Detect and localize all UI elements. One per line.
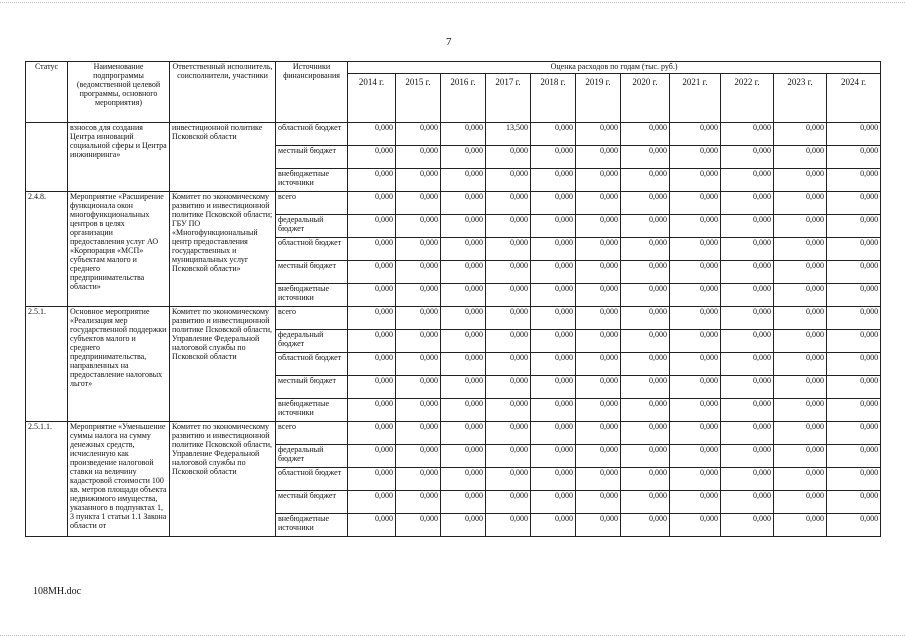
cell-amount: 0,000 xyxy=(670,514,721,537)
cell-activity-name: Основное мероприятие «Реализация мер государственной поддержки субъектов малого и среднего предпринимательства, направленных на предоставление налоговых льгот» xyxy=(68,307,170,422)
cell-amount: 0,000 xyxy=(396,215,441,238)
cell-amount: 0,000 xyxy=(827,261,881,284)
cell-amount: 0,000 xyxy=(774,468,827,491)
cell-activity-name: взносов для создания Центра инноваций социальной сферы и Центра инжиниринга» xyxy=(68,123,170,192)
cell-amount: 0,000 xyxy=(621,376,670,399)
cell-amount: 0,000 xyxy=(621,146,670,169)
cell-amount: 0,000 xyxy=(827,376,881,399)
header-year: 2024 г. xyxy=(827,74,881,123)
cell-amount: 0,000 xyxy=(670,491,721,514)
cell-funding-source: областной бюджет xyxy=(276,468,348,491)
cell-amount: 0,000 xyxy=(576,399,621,422)
cell-amount: 0,000 xyxy=(441,468,486,491)
cell-amount: 0,000 xyxy=(670,238,721,261)
cell-amount: 0,000 xyxy=(486,514,531,537)
cell-amount: 0,000 xyxy=(827,514,881,537)
cell-amount: 0,000 xyxy=(721,399,774,422)
cell-amount: 0,000 xyxy=(348,376,396,399)
cell-amount: 0,000 xyxy=(774,123,827,146)
cell-funding-source: федеральный бюджет xyxy=(276,215,348,238)
cell-amount: 0,000 xyxy=(531,468,576,491)
cell-amount: 0,000 xyxy=(396,284,441,307)
cell-amount: 0,000 xyxy=(621,238,670,261)
cell-amount: 0,000 xyxy=(441,238,486,261)
cell-amount: 0,000 xyxy=(486,353,531,376)
cell-amount: 0,000 xyxy=(486,238,531,261)
cell-amount: 0,000 xyxy=(486,215,531,238)
cell-funding-source: областной бюджет xyxy=(276,353,348,376)
header-year: 2018 г. xyxy=(531,74,576,123)
scan-edge-top xyxy=(0,2,905,3)
cell-amount: 0,000 xyxy=(531,330,576,353)
header-sources: Источники финансирования xyxy=(276,62,348,123)
cell-amount: 0,000 xyxy=(621,261,670,284)
cell-amount: 0,000 xyxy=(621,215,670,238)
cell-responsible: Комитет по экономическому развитию и инвестиционной политике Псковской области, Управление Федеральной налоговой службы по Псковской области xyxy=(170,422,276,537)
header-estimate: Оценка расходов по годам (тыс. руб.) xyxy=(348,62,881,74)
cell-amount: 0,000 xyxy=(348,468,396,491)
cell-responsible: Комитет по экономическому развитию и инвестиционной политике Псковской области, Управление Федеральной налоговой службы по Псковской области xyxy=(170,307,276,422)
header-responsible: Ответственный исполнитель, соисполнители, участники xyxy=(170,62,276,123)
cell-funding-source: областной бюджет xyxy=(276,123,348,146)
cell-amount: 0,000 xyxy=(441,491,486,514)
cell-amount: 0,000 xyxy=(827,468,881,491)
cell-amount: 0,000 xyxy=(774,307,827,330)
cell-status: 2.5.1. xyxy=(26,307,68,422)
cell-amount: 0,000 xyxy=(621,491,670,514)
cell-amount: 0,000 xyxy=(576,261,621,284)
cell-amount: 0,000 xyxy=(721,146,774,169)
cell-amount: 0,000 xyxy=(348,169,396,192)
cell-amount: 0,000 xyxy=(441,192,486,215)
cell-amount: 0,000 xyxy=(348,330,396,353)
cell-amount: 0,000 xyxy=(774,514,827,537)
table-row xyxy=(26,192,881,215)
cell-amount: 0,000 xyxy=(396,445,441,468)
cell-responsible: инвестиционной политике Псковской области xyxy=(170,123,276,192)
cell-amount: 0,000 xyxy=(670,215,721,238)
cell-amount: 0,000 xyxy=(827,399,881,422)
cell-funding-source: всего xyxy=(276,192,348,215)
cell-funding-source: местный бюджет xyxy=(276,146,348,169)
header-year: 2022 г. xyxy=(721,74,774,123)
cell-amount: 0,000 xyxy=(396,307,441,330)
cell-amount: 0,000 xyxy=(774,284,827,307)
cell-amount: 0,000 xyxy=(396,123,441,146)
cell-amount: 0,000 xyxy=(576,192,621,215)
cell-status: 2.5.1.1. xyxy=(26,422,68,537)
cell-amount: 0,000 xyxy=(441,376,486,399)
header-year: 2020 г. xyxy=(621,74,670,123)
page-number: 7 xyxy=(446,36,452,48)
cell-amount: 0,000 xyxy=(531,422,576,445)
cell-amount: 0,000 xyxy=(531,261,576,284)
cell-funding-source: всего xyxy=(276,422,348,445)
cell-amount: 0,000 xyxy=(670,399,721,422)
cell-funding-source: областной бюджет xyxy=(276,238,348,261)
cell-amount: 0,000 xyxy=(670,376,721,399)
cell-amount: 0,000 xyxy=(396,468,441,491)
cell-responsible: Комитет по экономическому развитию и инвестиционной политике Псковской области; ГБУ ПО «Многофункциональный центр предоставления государственных и муниципальных услуг Псковской области» xyxy=(170,192,276,307)
cell-amount: 0,000 xyxy=(721,422,774,445)
cell-amount: 0,000 xyxy=(441,353,486,376)
cell-amount: 0,000 xyxy=(621,468,670,491)
cell-amount: 0,000 xyxy=(621,169,670,192)
cell-amount: 0,000 xyxy=(531,146,576,169)
cell-amount: 0,000 xyxy=(531,192,576,215)
cell-amount: 0,000 xyxy=(486,146,531,169)
cell-funding-source: внебюджетные источники xyxy=(276,399,348,422)
cell-amount: 0,000 xyxy=(486,376,531,399)
cell-amount: 0,000 xyxy=(486,330,531,353)
cell-amount: 0,000 xyxy=(670,353,721,376)
cell-amount: 0,000 xyxy=(827,445,881,468)
cell-amount: 0,000 xyxy=(774,353,827,376)
cell-amount: 0,000 xyxy=(670,284,721,307)
cell-amount: 0,000 xyxy=(576,491,621,514)
cell-amount: 0,000 xyxy=(531,307,576,330)
cell-amount: 0,000 xyxy=(670,330,721,353)
cell-amount: 0,000 xyxy=(774,330,827,353)
cell-amount: 0,000 xyxy=(486,169,531,192)
cell-amount: 0,000 xyxy=(441,169,486,192)
cell-funding-source: федеральный бюджет xyxy=(276,445,348,468)
cell-amount: 0,000 xyxy=(721,215,774,238)
cell-amount: 0,000 xyxy=(774,422,827,445)
cell-amount: 0,000 xyxy=(396,422,441,445)
cell-amount: 0,000 xyxy=(441,261,486,284)
cell-amount: 0,000 xyxy=(721,123,774,146)
cell-amount: 0,000 xyxy=(774,399,827,422)
cell-amount: 0,000 xyxy=(774,215,827,238)
cell-amount: 0,000 xyxy=(721,238,774,261)
cell-amount: 0,000 xyxy=(576,445,621,468)
cell-amount: 0,000 xyxy=(396,399,441,422)
cell-amount: 0,000 xyxy=(827,123,881,146)
cell-amount: 0,000 xyxy=(721,468,774,491)
cell-amount: 0,000 xyxy=(774,376,827,399)
cell-amount: 0,000 xyxy=(576,169,621,192)
cell-amount: 0,000 xyxy=(670,169,721,192)
cell-amount: 0,000 xyxy=(670,468,721,491)
cell-amount: 0,000 xyxy=(441,330,486,353)
cell-amount: 0,000 xyxy=(396,146,441,169)
cell-amount: 0,000 xyxy=(621,284,670,307)
cell-amount: 0,000 xyxy=(486,399,531,422)
cell-amount: 0,000 xyxy=(670,192,721,215)
cell-amount: 0,000 xyxy=(348,353,396,376)
cell-amount: 0,000 xyxy=(531,353,576,376)
cell-amount: 0,000 xyxy=(396,353,441,376)
cell-amount: 0,000 xyxy=(827,353,881,376)
cell-amount: 0,000 xyxy=(441,399,486,422)
cell-amount: 0,000 xyxy=(531,514,576,537)
cell-amount: 0,000 xyxy=(827,422,881,445)
cell-amount: 0,000 xyxy=(396,238,441,261)
cell-amount: 0,000 xyxy=(486,261,531,284)
cell-funding-source: местный бюджет xyxy=(276,376,348,399)
cell-amount: 0,000 xyxy=(531,445,576,468)
cell-amount: 0,000 xyxy=(441,146,486,169)
cell-amount: 0,000 xyxy=(827,146,881,169)
cell-funding-source: внебюджетные источники xyxy=(276,169,348,192)
header-year: 2017 г. xyxy=(486,74,531,123)
cell-amount: 0,000 xyxy=(721,514,774,537)
cell-amount: 0,000 xyxy=(721,169,774,192)
cell-amount: 0,000 xyxy=(576,330,621,353)
budget-table xyxy=(25,61,881,537)
cell-amount: 0,000 xyxy=(621,307,670,330)
cell-funding-source: внебюджетные источники xyxy=(276,514,348,537)
cell-amount: 0,000 xyxy=(348,445,396,468)
cell-amount: 0,000 xyxy=(774,238,827,261)
cell-amount: 0,000 xyxy=(441,215,486,238)
cell-amount: 0,000 xyxy=(348,238,396,261)
cell-amount: 0,000 xyxy=(721,284,774,307)
cell-amount: 0,000 xyxy=(531,215,576,238)
header-year: 2023 г. xyxy=(774,74,827,123)
cell-amount: 0,000 xyxy=(576,215,621,238)
header-year: 2016 г. xyxy=(441,74,486,123)
table-row xyxy=(26,307,881,330)
cell-amount: 0,000 xyxy=(774,261,827,284)
cell-amount: 0,000 xyxy=(576,422,621,445)
header-year: 2019 г. xyxy=(576,74,621,123)
cell-amount: 0,000 xyxy=(621,422,670,445)
cell-amount: 0,000 xyxy=(348,123,396,146)
cell-amount: 0,000 xyxy=(721,330,774,353)
cell-amount: 0,000 xyxy=(827,215,881,238)
cell-status: 2.4.8. xyxy=(26,192,68,307)
cell-amount: 0,000 xyxy=(486,445,531,468)
header-year: 2021 г. xyxy=(670,74,721,123)
cell-amount: 0,000 xyxy=(531,399,576,422)
cell-activity-name: Мероприятие «Расширение функционала окон многофункциональных центров в целях организации предоставления услуг АО «Корпорация «МСП» субъектам малого и среднего предпринимательства области» xyxy=(68,192,170,307)
cell-amount: 0,000 xyxy=(441,284,486,307)
cell-amount: 0,000 xyxy=(576,468,621,491)
cell-amount: 0,000 xyxy=(348,491,396,514)
header-status: Статус xyxy=(26,62,68,123)
cell-amount: 0,000 xyxy=(396,376,441,399)
cell-funding-source: местный бюджет xyxy=(276,491,348,514)
cell-amount: 0,000 xyxy=(721,307,774,330)
cell-amount: 0,000 xyxy=(774,491,827,514)
cell-amount: 0,000 xyxy=(348,514,396,537)
cell-amount: 0,000 xyxy=(774,192,827,215)
cell-amount: 0,000 xyxy=(670,445,721,468)
cell-amount: 0,000 xyxy=(348,422,396,445)
cell-amount: 0,000 xyxy=(486,491,531,514)
header-year: 2014 г. xyxy=(348,74,396,123)
cell-amount: 0,000 xyxy=(348,399,396,422)
cell-amount: 0,000 xyxy=(486,307,531,330)
cell-amount: 0,000 xyxy=(486,192,531,215)
cell-amount: 0,000 xyxy=(348,215,396,238)
cell-amount: 0,000 xyxy=(576,146,621,169)
cell-amount: 0,000 xyxy=(441,445,486,468)
cell-amount: 0,000 xyxy=(827,238,881,261)
cell-amount: 0,000 xyxy=(827,330,881,353)
cell-amount: 0,000 xyxy=(774,169,827,192)
cell-amount: 0,000 xyxy=(827,169,881,192)
cell-amount: 0,000 xyxy=(441,307,486,330)
cell-amount: 0,000 xyxy=(396,261,441,284)
cell-funding-source: местный бюджет xyxy=(276,261,348,284)
cell-amount: 0,000 xyxy=(531,123,576,146)
cell-amount: 0,000 xyxy=(670,422,721,445)
cell-funding-source: всего xyxy=(276,307,348,330)
table-body xyxy=(26,123,881,537)
cell-amount: 0,000 xyxy=(531,491,576,514)
cell-amount: 0,000 xyxy=(531,376,576,399)
cell-amount: 0,000 xyxy=(576,376,621,399)
cell-funding-source: внебюджетные источники xyxy=(276,284,348,307)
cell-amount: 0,000 xyxy=(670,146,721,169)
cell-amount: 0,000 xyxy=(396,514,441,537)
cell-amount: 0,000 xyxy=(721,376,774,399)
cell-amount: 0,000 xyxy=(621,445,670,468)
cell-amount: 0,000 xyxy=(576,284,621,307)
cell-amount: 0,000 xyxy=(670,307,721,330)
cell-amount: 0,000 xyxy=(721,491,774,514)
cell-amount: 0,000 xyxy=(348,307,396,330)
cell-funding-source: федеральный бюджет xyxy=(276,330,348,353)
cell-amount: 0,000 xyxy=(827,284,881,307)
cell-amount: 0,000 xyxy=(576,514,621,537)
cell-amount: 0,000 xyxy=(576,123,621,146)
table-header xyxy=(26,62,881,123)
cell-amount: 0,000 xyxy=(531,238,576,261)
footer-filename: 108MH.doc xyxy=(33,586,82,597)
cell-amount: 0,000 xyxy=(441,123,486,146)
cell-amount: 0,000 xyxy=(576,307,621,330)
cell-amount: 0,000 xyxy=(721,261,774,284)
cell-amount: 0,000 xyxy=(774,445,827,468)
cell-amount: 0,000 xyxy=(621,399,670,422)
cell-amount: 0,000 xyxy=(486,284,531,307)
cell-amount: 0,000 xyxy=(774,146,827,169)
header-name: Наименование подпрограммы (ведомственной целевой программы, основного мероприятия) xyxy=(68,62,170,123)
cell-amount: 0,000 xyxy=(827,307,881,330)
cell-amount: 0,000 xyxy=(621,353,670,376)
cell-amount: 0,000 xyxy=(396,491,441,514)
scan-edge-bottom xyxy=(0,635,905,636)
cell-amount: 0,000 xyxy=(576,238,621,261)
cell-amount: 0,000 xyxy=(396,330,441,353)
cell-amount: 0,000 xyxy=(531,284,576,307)
cell-amount: 0,000 xyxy=(827,491,881,514)
cell-amount: 0,000 xyxy=(348,192,396,215)
cell-amount: 0,000 xyxy=(531,169,576,192)
cell-amount: 0,000 xyxy=(721,353,774,376)
header-year: 2015 г. xyxy=(396,74,441,123)
cell-amount: 0,000 xyxy=(441,422,486,445)
cell-amount: 0,000 xyxy=(396,169,441,192)
cell-amount: 0,000 xyxy=(348,284,396,307)
cell-amount: 0,000 xyxy=(621,192,670,215)
cell-activity-name: Мероприятие «Уменьшение суммы налога на сумму денежных средств, исчисленную как произведение налоговой ставки на величину кадастровой стоимости 100 кв. метров площади объекта недвижимого имущества, указанного в подпунктах 1, 3 пункта 1 статьи 1.1 Закона области от xyxy=(68,422,170,537)
cell-amount: 0,000 xyxy=(621,514,670,537)
cell-amount: 0,000 xyxy=(621,330,670,353)
cell-amount: 0,000 xyxy=(486,422,531,445)
table-row xyxy=(26,123,881,146)
cell-amount: 0,000 xyxy=(576,353,621,376)
cell-amount: 0,000 xyxy=(827,192,881,215)
cell-amount: 0,000 xyxy=(486,468,531,491)
cell-amount: 0,000 xyxy=(721,192,774,215)
cell-amount: 0,000 xyxy=(441,514,486,537)
cell-amount: 0,000 xyxy=(670,123,721,146)
cell-status xyxy=(26,123,68,192)
cell-amount: 0,000 xyxy=(396,192,441,215)
cell-amount: 0,000 xyxy=(348,261,396,284)
cell-amount: 0,000 xyxy=(348,146,396,169)
cell-amount: 0,000 xyxy=(621,123,670,146)
table-row xyxy=(26,422,881,445)
cell-amount: 0,000 xyxy=(670,261,721,284)
cell-amount: 13,500 xyxy=(486,123,531,146)
cell-amount: 0,000 xyxy=(721,445,774,468)
